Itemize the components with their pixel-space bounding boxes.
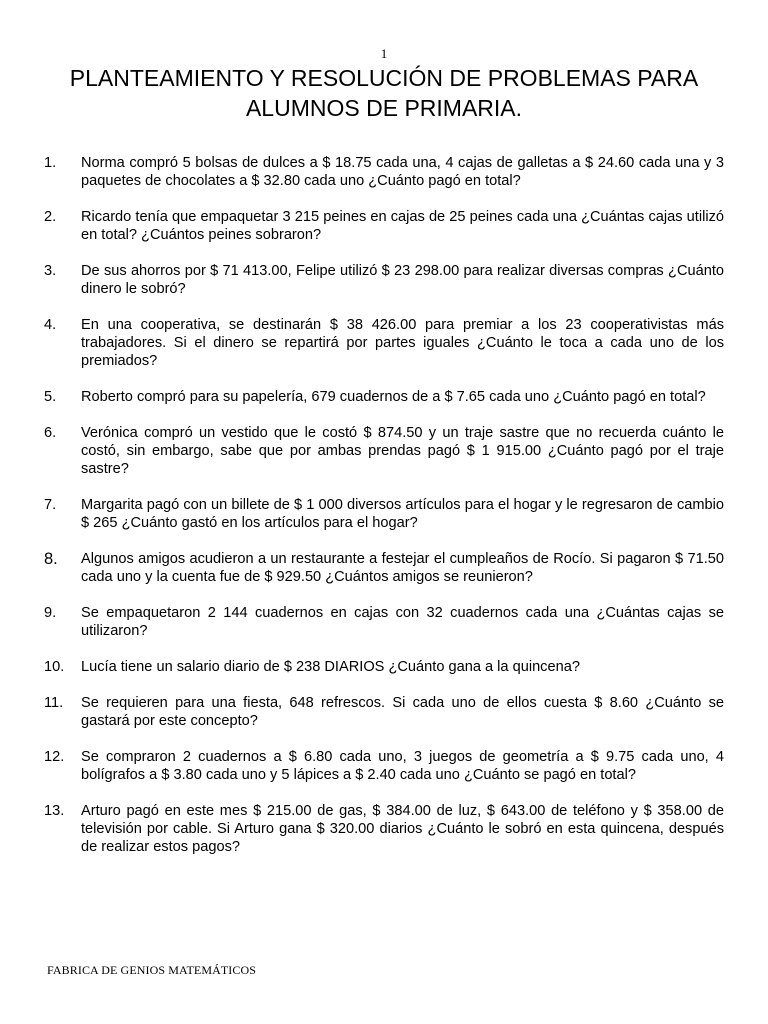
footer-text: FABRICA DE GENIOS MATEMÁTICOS <box>47 963 257 977</box>
problem-number: 12. <box>44 749 65 765</box>
problem-number: 8. <box>44 550 58 568</box>
title-line-1: PLANTEAMIENTO Y RESOLUCIÓN DE PROBLEMAS PARA <box>69 65 699 91</box>
problem-number: 1. <box>44 155 57 171</box>
problem-text: Verónica compró un vestido que le costó $ 874.50 y un traje sastre que no recuerda cuánto le costó, sin embargo, sabe que por ambas prendas pagó $ 1 915.00 ¿Cuánto pagó por el traje sastre? <box>81 425 724 477</box>
problem-number: 3. <box>44 263 57 279</box>
problem-item <box>44 604 724 640</box>
problem-text: Se empaquetaron 2 144 cuadernos en cajas con 32 cuadernos cada una ¿Cuántas cajas se utilizaron? <box>81 605 724 639</box>
problem-item <box>44 658 724 676</box>
problem-number: 6. <box>44 425 57 441</box>
problem-text: Lucía tiene un salario diario de $ 238 DIARIOS ¿Cuánto gana a la quincena? <box>81 659 580 675</box>
document-title <box>40 63 728 123</box>
problem-text: Norma compró 5 bolsas de dulces a $ 18.75 cada una, 4 cajas de galletas a $ 24.60 cada una y 3 paquetes de chocolates a $ 32.80 cada uno ¿Cuánto pagó en total? <box>81 155 724 189</box>
problem-text: Arturo pagó en este mes $ 215.00 de gas, $ 384.00 de luz, $ 643.00 de teléfono y $ 358.00 de televisión por cable. Si Arturo gana $ 320.00 diarios ¿Cuánto le sobró en esta quincena, después de realizar estos pagos? <box>81 803 724 855</box>
problem-number: 11. <box>44 695 64 711</box>
problem-item <box>44 802 724 856</box>
problem-number: 5. <box>44 389 57 405</box>
problem-item <box>44 154 724 190</box>
problem-text: Margarita pagó con un billete de $ 1 000 diversos artículos para el hogar y le regresaron de cambio $ 265 ¿Cuánto gastó en los artículos para el hogar? <box>81 497 724 531</box>
problem-item <box>44 388 724 406</box>
problem-item <box>44 316 724 370</box>
problem-item <box>44 208 724 244</box>
problem-item <box>44 748 724 784</box>
title-line-2: ALUMNOS DE PRIMARIA. <box>245 95 523 121</box>
problem-number: 2. <box>44 209 57 225</box>
problem-item <box>44 496 724 532</box>
problem-text: En una cooperativa, se destinarán $ 38 426.00 para premiar a los 23 cooperativistas más trabajadores. Si el dinero se repartirá por partes iguales ¿Cuánto le toca a cada uno de los premiados? <box>81 317 724 369</box>
problem-list <box>44 154 724 874</box>
problem-number: 10. <box>44 659 65 675</box>
problem-item <box>44 262 724 298</box>
problem-item <box>44 424 724 478</box>
problem-number: 13. <box>44 803 65 819</box>
problem-text: De sus ahorros por $ 71 413.00, Felipe utilizó $ 23 298.00 para realizar diversas compras ¿Cuánto dinero le sobró? <box>81 263 724 297</box>
problem-number: 9. <box>44 605 57 621</box>
problem-text: Se requieren para una fiesta, 648 refrescos. Si cada uno de ellos cuesta $ 8.60 ¿Cuánto se gastará por este concepto? <box>81 695 724 729</box>
problem-text: Se compraron 2 cuadernos a $ 6.80 cada uno, 3 juegos de geometría a $ 9.75 cada uno, 4 bolígrafos a $ 3.80 cada uno y 5 lápices a $ 2.40 cada uno ¿Cuánto se pagó en total? <box>81 749 724 783</box>
problem-text: Ricardo tenía que empaquetar 3 215 peines en cajas de 25 peines cada una ¿Cuántas cajas utilizó en total? ¿Cuántos peines sobraron? <box>81 209 724 243</box>
problem-number: 7. <box>44 497 57 513</box>
problem-number: 4. <box>44 317 57 333</box>
page-number: 1 <box>380 46 388 61</box>
problem-text: Roberto compró para su papelería, 679 cuadernos de a $ 7.65 cada uno ¿Cuánto pagó en total? <box>81 389 706 405</box>
problem-item <box>44 550 724 586</box>
problem-item <box>44 694 724 730</box>
problem-text: Algunos amigos acudieron a un restaurante a festejar el cumpleaños de Rocío. Si pagaron $ 71.50 cada uno y la cuenta fue de $ 929.50 ¿Cuántos amigos se reunieron? <box>81 551 724 585</box>
